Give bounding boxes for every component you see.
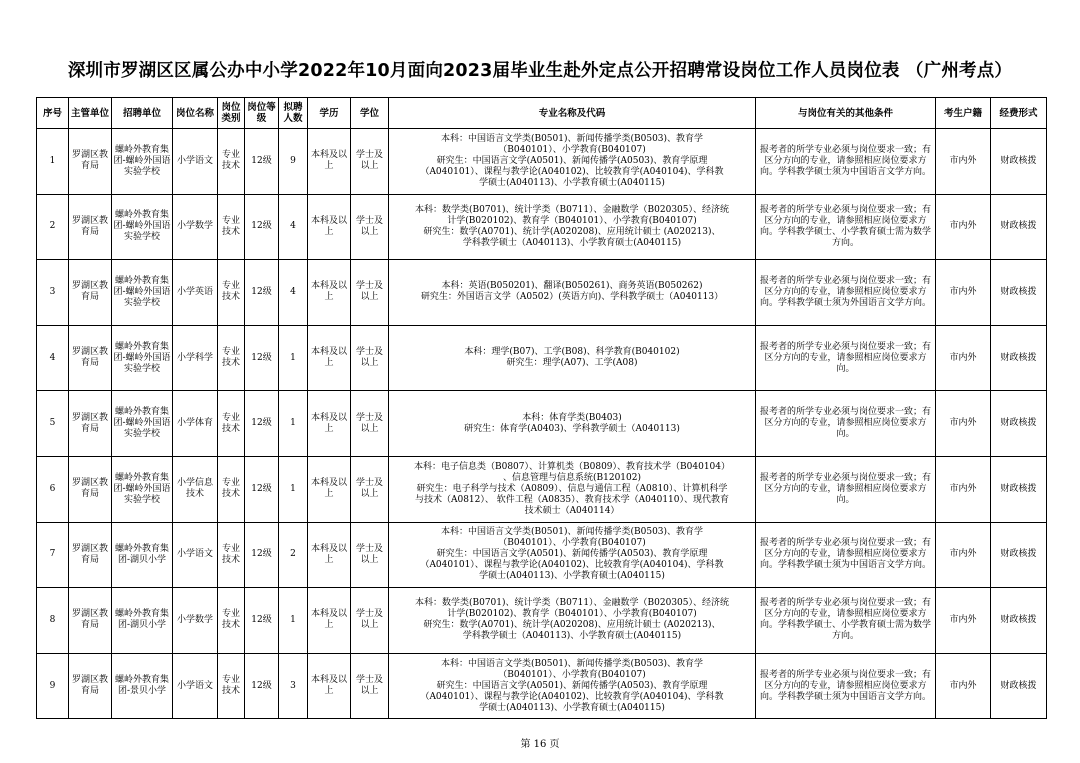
- cell-grade: [245, 194, 279, 260]
- cell-unit: [112, 391, 173, 457]
- table-row: [37, 325, 1047, 391]
- cell-seq: [37, 129, 69, 195]
- cell-dept-text: 罗湖区教育局: [71, 412, 108, 434]
- cell-num: [279, 588, 308, 654]
- cell-edu: [308, 325, 351, 391]
- cell-fund: [991, 456, 1047, 522]
- cell-hukou-text: 市内外: [949, 352, 977, 363]
- cell-seq: [37, 456, 69, 522]
- cell-fund: [991, 522, 1047, 588]
- cell-cat-text: 专业技术: [221, 347, 240, 369]
- cell-unit: [112, 194, 173, 260]
- cell-num: [279, 653, 308, 719]
- cell-unit: [112, 260, 173, 326]
- cell-grade: [245, 522, 279, 588]
- cell-grade: [245, 391, 279, 457]
- cell-hukou: [936, 129, 991, 195]
- cell-cond-text: 报考者的所学专业必须与岗位要求一致；有区分方向的专业，请参照相应岗位要求方向。学科教学硕士须为中国语言文学方向。: [759, 538, 931, 571]
- cell-cond-text: 报考者的所学专业必须与岗位要求一致；有区分方向的专业，请参照相应岗位要求方向。: [759, 341, 931, 374]
- cell-degree-text: 学士及以上: [355, 281, 383, 303]
- cell-grade-text: 12级: [251, 286, 272, 297]
- header-degree: 学位: [351, 98, 389, 129]
- cell-degree-text: 学士及以上: [355, 150, 383, 172]
- cell-dept: [69, 456, 112, 522]
- cell-fund-text: 财政核拨: [1000, 418, 1037, 429]
- cell-fund: [991, 325, 1047, 391]
- cell-dept-text: 罗湖区教育局: [71, 675, 108, 697]
- cell-grade: [245, 129, 279, 195]
- cell-major: [389, 456, 756, 522]
- positions-table: [36, 97, 1047, 719]
- cell-num: [279, 325, 308, 391]
- cell-hukou: [936, 391, 991, 457]
- cell-post: [173, 522, 218, 588]
- document-title: 深圳市罗湖区区属公办中小学2022年10月面向2023届毕业生赴外定点公开招聘常设岗位工作人员岗位表 （广州考点）: [67, 61, 1013, 81]
- cell-fund: [991, 391, 1047, 457]
- cell-seq-text: 4: [49, 352, 56, 363]
- header-unit: 招聘单位: [112, 98, 173, 129]
- cell-cond: [756, 456, 936, 522]
- cell-post-text: 小学语文: [176, 549, 213, 560]
- cell-cat-text: 专业技术: [221, 478, 240, 500]
- cell-major-text: 本科：中国语言文学类(B0501)、新闻传播学类(B0503)、教育学 （B040101）、小学教育(B040107) 研究生：中国语言文学(A0501)、新闻传播学(A0503)、教育学原理 （A040101）、课程与教学论(A040102)、比较教育学(A040104)、学科教 学硕士(A040113)、小学教育硕士(A040115): [420, 133, 724, 188]
- cell-cond: [756, 194, 936, 260]
- cell-post: [173, 325, 218, 391]
- cell-fund: [991, 588, 1047, 654]
- cell-edu-text: 本科及以上: [310, 281, 347, 303]
- cell-post: [173, 456, 218, 522]
- cell-fund: [991, 653, 1047, 719]
- cell-hukou-text: 市内外: [949, 418, 977, 429]
- cell-hukou-text: 市内外: [949, 549, 977, 560]
- cell-edu-text: 本科及以上: [310, 543, 347, 565]
- cell-unit-text: 螺岭外教育集团-螺岭外国语实验学校: [113, 407, 171, 440]
- cell-degree-text: 学士及以上: [355, 478, 383, 500]
- cell-degree: [351, 325, 389, 391]
- cell-cat-text: 专业技术: [221, 543, 240, 565]
- cell-major-text: 本科：体育学类(B0403) 研究生：体育学(A0403)、学科教学硕士（A040113): [464, 412, 680, 434]
- cell-seq-text: 8: [49, 614, 56, 625]
- cell-hukou-text: 市内外: [949, 614, 977, 625]
- cell-edu-text: 本科及以上: [310, 347, 347, 369]
- cell-cond: [756, 391, 936, 457]
- cell-cat-text: 专业技术: [221, 412, 240, 434]
- cell-fund-text: 财政核拨: [1000, 352, 1037, 363]
- cell-major: [389, 129, 756, 195]
- cell-cat-text: 专业技术: [221, 215, 240, 237]
- cell-dept: [69, 325, 112, 391]
- cell-grade-text: 12级: [251, 680, 272, 691]
- cell-seq-text: 2: [49, 221, 56, 232]
- cell-dept-text: 罗湖区教育局: [71, 543, 108, 565]
- cell-edu-text: 本科及以上: [310, 609, 347, 631]
- header-cond: 与岗位有关的其他条件: [756, 98, 936, 129]
- cell-num-text: 1: [290, 614, 296, 625]
- cell-cond: [756, 588, 936, 654]
- cell-edu-text: 本科及以上: [310, 150, 347, 172]
- cell-cond: [756, 325, 936, 391]
- cell-edu: [308, 260, 351, 326]
- cell-unit-text: 螺岭外教育集团-景贝小学: [114, 675, 169, 697]
- cell-hukou: [936, 325, 991, 391]
- header-major: 专业名称及代码: [389, 98, 756, 129]
- cell-edu: [308, 129, 351, 195]
- cell-grade: [245, 588, 279, 654]
- cell-cond: [756, 653, 936, 719]
- cell-cond-text: 报考者的所学专业必须与岗位要求一致；有区分方向的专业，请参照相应岗位要求方向。学科教学硕士、小学教育硕士需为数学方向。: [759, 598, 931, 642]
- cell-cond-text: 报考者的所学专业必须与岗位要求一致；有区分方向的专业，请参照相应岗位要求方向。学科教学硕士、小学教育硕士需为数学方向。: [759, 204, 931, 248]
- cell-degree-text: 学士及以上: [355, 543, 383, 565]
- cell-fund-text: 财政核拨: [1000, 286, 1037, 297]
- cell-dept-text: 罗湖区教育局: [71, 215, 108, 237]
- cell-post-text: 小学信息技术: [176, 478, 213, 500]
- cell-unit-text: 螺岭外教育集团-湖贝小学: [114, 609, 169, 631]
- cell-num-text: 3: [290, 680, 296, 691]
- cell-major: [389, 260, 756, 326]
- cell-edu-text: 本科及以上: [310, 412, 347, 434]
- cell-seq: [37, 522, 69, 588]
- cell-edu: [308, 456, 351, 522]
- cell-dept: [69, 522, 112, 588]
- cell-unit: [112, 325, 173, 391]
- cell-num: [279, 260, 308, 326]
- cell-major-text: 本科：数学类(B0701)、统计学类（B0711）、金融数学（B020305）、经济统 计学(B020102)、教育学（B040101）、小学教育(B040107) 研究生：数学(A0701)、统计学(A020208)、应用统计硕士 (A020213)、 学科教学硕士（A040113)、小学教育硕士(A040115): [414, 204, 730, 248]
- cell-seq: [37, 391, 69, 457]
- cell-degree-text: 学士及以上: [355, 675, 383, 697]
- cell-cond: [756, 260, 936, 326]
- cell-num-text: 1: [290, 418, 296, 429]
- cell-degree-text: 学士及以上: [355, 347, 383, 369]
- cell-major-text: 本科：理学(B07)、工学(B08)、科学教育(B040102) 研究生：理学(A07)、工学(A08): [464, 347, 680, 369]
- cell-unit: [112, 522, 173, 588]
- cell-degree: [351, 653, 389, 719]
- cell-cat: [218, 260, 245, 326]
- cell-unit-text: 螺岭外教育集团-螺岭外国语实验学校: [113, 144, 171, 177]
- cell-dept-text: 罗湖区教育局: [71, 150, 108, 172]
- header-cat: 岗位类别: [218, 98, 245, 129]
- cell-degree-text: 学士及以上: [355, 412, 383, 434]
- cell-unit-text: 螺岭外教育集团-螺岭外国语实验学校: [113, 341, 171, 374]
- table-row: [37, 260, 1047, 326]
- cell-degree: [351, 260, 389, 326]
- cell-post: [173, 653, 218, 719]
- cell-major: [389, 588, 756, 654]
- cell-seq-text: 9: [49, 680, 56, 691]
- cell-num: [279, 194, 308, 260]
- cell-major: [389, 653, 756, 719]
- cell-hukou-text: 市内外: [949, 680, 977, 691]
- cell-edu: [308, 522, 351, 588]
- cell-post: [173, 588, 218, 654]
- page-number: 第 16 页: [520, 739, 560, 750]
- cell-fund: [991, 129, 1047, 195]
- cell-num-text: 2: [290, 549, 296, 560]
- header-post: 岗位名称: [173, 98, 218, 129]
- cell-grade-text: 12级: [251, 549, 272, 560]
- cell-major: [389, 522, 756, 588]
- cell-num-text: 1: [290, 483, 296, 494]
- cell-fund-text: 财政核拨: [1000, 614, 1037, 625]
- cell-post-text: 小学英语: [176, 286, 213, 297]
- cell-grade-text: 12级: [251, 155, 272, 166]
- cell-cond-text: 报考者的所学专业必须与岗位要求一致；有区分方向的专业，请参照相应岗位要求方向。: [759, 407, 931, 440]
- cell-edu: [308, 194, 351, 260]
- cell-hukou: [936, 260, 991, 326]
- cell-hukou: [936, 653, 991, 719]
- cell-grade: [245, 260, 279, 326]
- header-hukou: 考生户籍: [936, 98, 991, 129]
- cell-num-text: 9: [290, 155, 296, 166]
- cell-major-text: 本科：英语(B050201)、翻译(B050261)、商务英语(B050262) 研究生：外国语言文学（A0502）(英语方向)、学科教学硕士（A040113）: [420, 281, 724, 303]
- cell-post-text: 小学体育: [176, 418, 213, 429]
- cell-num: [279, 522, 308, 588]
- cell-cat-text: 专业技术: [221, 609, 240, 631]
- cell-fund: [991, 194, 1047, 260]
- cell-fund-text: 财政核拨: [1000, 549, 1037, 560]
- cell-hukou-text: 市内外: [949, 483, 977, 494]
- cell-dept: [69, 588, 112, 654]
- cell-unit-text: 螺岭外教育集团-螺岭外国语实验学校: [113, 210, 171, 243]
- table-row: [37, 522, 1047, 588]
- cell-edu: [308, 391, 351, 457]
- cell-cat: [218, 522, 245, 588]
- cell-edu: [308, 588, 351, 654]
- cell-cond-text: 报考者的所学专业必须与岗位要求一致；有区分方向的专业，请参照相应岗位要求方向。学科教学硕士须为中国语言文学方向。: [759, 669, 931, 702]
- cell-dept: [69, 129, 112, 195]
- cell-major: [389, 325, 756, 391]
- cell-degree: [351, 456, 389, 522]
- cell-unit: [112, 588, 173, 654]
- cell-fund: [991, 260, 1047, 326]
- cell-unit-text: 螺岭外教育集团-螺岭外国语实验学校: [113, 472, 171, 505]
- cell-post-text: 小学数学: [176, 614, 213, 625]
- cell-grade-text: 12级: [251, 483, 272, 494]
- header-fund: 经费形式: [991, 98, 1047, 129]
- cell-grade-text: 12级: [251, 221, 272, 232]
- cell-post-text: 小学语文: [176, 155, 213, 166]
- cell-num: [279, 129, 308, 195]
- cell-hukou: [936, 522, 991, 588]
- cell-dept-text: 罗湖区教育局: [71, 347, 108, 369]
- cell-cat: [218, 194, 245, 260]
- cell-cond-text: 报考者的所学专业必须与岗位要求一致；有区分方向的专业，请参照相应岗位要求方向。: [759, 472, 931, 505]
- cell-seq: [37, 194, 69, 260]
- cell-seq-text: 6: [49, 483, 56, 494]
- cell-num: [279, 456, 308, 522]
- cell-seq: [37, 588, 69, 654]
- cell-hukou: [936, 456, 991, 522]
- cell-seq: [37, 653, 69, 719]
- cell-major: [389, 391, 756, 457]
- cell-grade-text: 12级: [251, 418, 272, 429]
- cell-hukou: [936, 588, 991, 654]
- cell-edu: [308, 653, 351, 719]
- cell-fund-text: 财政核拨: [1000, 680, 1037, 691]
- cell-dept-text: 罗湖区教育局: [71, 281, 108, 303]
- cell-degree: [351, 129, 389, 195]
- table-row: [37, 653, 1047, 719]
- cell-fund-text: 财政核拨: [1000, 155, 1037, 166]
- cell-num-text: 1: [290, 352, 296, 363]
- cell-post: [173, 260, 218, 326]
- header-seq: 序号: [37, 98, 69, 129]
- cell-seq-text: 7: [49, 549, 56, 560]
- cell-grade-text: 12级: [251, 614, 272, 625]
- cell-edu-text: 本科及以上: [310, 478, 347, 500]
- header-num: 拟聘人数: [279, 98, 308, 129]
- table-header-row: [37, 98, 1047, 129]
- cell-major-text: 本科：电子信息类（B0807）、计算机类（B0809）、教育技术学（B040104） 、信息管理与信息系统(B120102) 研究生：电子科学与技术（A0809）、信息与通信工程（A0810）、计算机科学 与技术（A0812）、 软件工程（A0835）、教育技术学（A040110）、现代教育 技术硕士（A040114）: [413, 461, 730, 516]
- cell-unit-text: 螺岭外教育集团-螺岭外国语实验学校: [113, 275, 171, 308]
- cell-unit: [112, 653, 173, 719]
- cell-degree: [351, 588, 389, 654]
- cell-seq-text: 5: [49, 418, 56, 429]
- table-row: [37, 588, 1047, 654]
- table-row: [37, 391, 1047, 457]
- cell-major: [389, 194, 756, 260]
- header-dept: 主管单位: [69, 98, 112, 129]
- table-row: [37, 194, 1047, 260]
- cell-post-text: 小学科学: [176, 352, 213, 363]
- cell-hukou-text: 市内外: [949, 221, 977, 232]
- cell-seq-text: 1: [49, 155, 56, 166]
- cell-cat: [218, 588, 245, 654]
- cell-fund-text: 财政核拨: [1000, 221, 1037, 232]
- cell-cat-text: 专业技术: [221, 675, 240, 697]
- cell-grade: [245, 325, 279, 391]
- cell-edu-text: 本科及以上: [310, 675, 347, 697]
- cell-dept: [69, 260, 112, 326]
- table-row: [37, 456, 1047, 522]
- cell-grade-text: 12级: [251, 352, 272, 363]
- cell-cat: [218, 391, 245, 457]
- cell-major-text: 本科：中国语言文学类(B0501)、新闻传播学类(B0503)、教育学 （B040101）、小学教育(B040107) 研究生：中国语言文学(A0501)、新闻传播学(A0503)、教育学原理 （A040101）、课程与教学论(A040102)、比较教育学(A040104)、学科教 学硕士(A040113)、小学教育硕士(A040115): [420, 527, 724, 582]
- cell-cat-text: 专业技术: [221, 150, 240, 172]
- cell-degree-text: 学士及以上: [355, 215, 383, 237]
- cell-post-text: 小学数学: [176, 221, 213, 232]
- cell-num-text: 4: [290, 221, 296, 232]
- cell-degree: [351, 194, 389, 260]
- cell-cond-text: 报考者的所学专业必须与岗位要求一致；有区分方向的专业，请参照相应岗位要求方向。学科教学硕士须为外国语言文学方向。: [759, 275, 931, 308]
- cell-grade: [245, 653, 279, 719]
- cell-hukou-text: 市内外: [949, 286, 977, 297]
- cell-dept: [69, 391, 112, 457]
- cell-unit-text: 螺岭外教育集团-湖贝小学: [114, 543, 169, 565]
- cell-hukou-text: 市内外: [949, 155, 977, 166]
- cell-hukou: [936, 194, 991, 260]
- cell-cat: [218, 653, 245, 719]
- cell-cat: [218, 325, 245, 391]
- cell-num-text: 4: [290, 286, 296, 297]
- header-grade: 岗位等级: [245, 98, 279, 129]
- cell-cond-text: 报考者的所学专业必须与岗位要求一致；有区分方向的专业，请参照相应岗位要求方向。学科教学硕士须为中国语言文学方向。: [759, 144, 931, 177]
- cell-degree-text: 学士及以上: [355, 609, 383, 631]
- table-row: [37, 129, 1047, 195]
- header-edu: 学历: [308, 98, 351, 129]
- cell-edu-text: 本科及以上: [310, 215, 347, 237]
- cell-unit: [112, 456, 173, 522]
- cell-post-text: 小学语文: [176, 680, 213, 691]
- cell-degree: [351, 522, 389, 588]
- cell-dept: [69, 194, 112, 260]
- cell-post: [173, 194, 218, 260]
- cell-seq: [37, 325, 69, 391]
- cell-grade: [245, 456, 279, 522]
- cell-fund-text: 财政核拨: [1000, 483, 1037, 494]
- cell-unit: [112, 129, 173, 195]
- cell-post: [173, 391, 218, 457]
- cell-dept-text: 罗湖区教育局: [71, 609, 108, 631]
- cell-cat: [218, 456, 245, 522]
- cell-cond: [756, 522, 936, 588]
- cell-dept: [69, 653, 112, 719]
- cell-cat: [218, 129, 245, 195]
- cell-cat-text: 专业技术: [221, 281, 240, 303]
- cell-seq-text: 3: [49, 286, 56, 297]
- cell-cond: [756, 129, 936, 195]
- cell-major-text: 本科：数学类(B0701)、统计学类（B0711）、金融数学（B020305）、经济统 计学(B020102)、教育学（B040101）、小学教育(B040107) 研究生：数学(A0701)、统计学(A020208)、应用统计硕士 (A020213)、 学科教学硕士（A040113)、小学教育硕士(A040115): [414, 598, 730, 642]
- cell-degree: [351, 391, 389, 457]
- cell-seq: [37, 260, 69, 326]
- cell-major-text: 本科：中国语言文学类(B0501)、新闻传播学类(B0503)、教育学 （B040101）、小学教育(B040107) 研究生：中国语言文学(A0501)、新闻传播学(A0503)、教育学原理 （A040101）、课程与教学论(A040102)、比较教育学(A040104)、学科教 学硕士(A040113)、小学教育硕士(A040115): [420, 658, 724, 713]
- cell-post: [173, 129, 218, 195]
- cell-num: [279, 391, 308, 457]
- cell-dept-text: 罗湖区教育局: [71, 478, 108, 500]
